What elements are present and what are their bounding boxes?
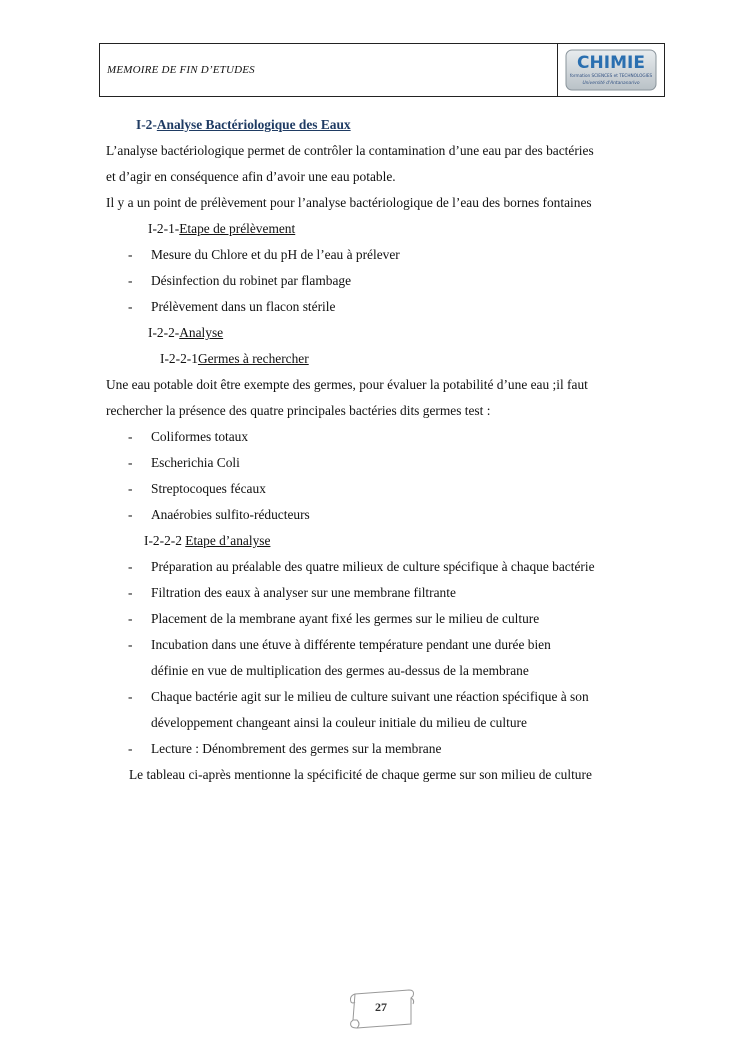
bullet-dash: - [128, 559, 133, 574]
list-item-continuation: définie en vue de multiplication des germes au-dessus de la membrane [151, 663, 529, 678]
subsection-title: Etape de prélèvement [179, 221, 296, 236]
section-number: I-2- [136, 117, 157, 132]
logo-line1: formation SCIENCES et TECHNOLOGIES [569, 73, 653, 78]
subsection-number: I-2-2- [148, 325, 180, 340]
intro-line: Il y a un point de prélèvement pour l’analyse bactériologique de l’eau des bornes fontaines [106, 195, 592, 210]
subsection-title: Analyse [179, 325, 224, 340]
bullet-dash: - [128, 299, 133, 314]
bullet-dash: - [128, 429, 133, 444]
list-item-text: Désinfection du robinet par flambage [151, 273, 352, 288]
list-item [106, 268, 666, 294]
logo-line2: Université d'Antananarivo [582, 81, 640, 86]
document-body [106, 112, 666, 788]
subsubsection-number: I-2-2-1 [160, 351, 198, 366]
list-item-text: Lecture : Dénombrement des germes sur la membrane [151, 741, 442, 756]
list-item [106, 554, 666, 580]
bullet-dash: - [128, 273, 133, 288]
bullet-dash: - [128, 507, 133, 522]
closing-line: Le tableau ci-après mentionne la spécificité de chaque germe sur son milieu de culture [129, 767, 592, 782]
page-header [99, 43, 665, 97]
paragraph-line: Une eau potable doit être exempte des germes, pour évaluer la potabilité d’une eau ;il faut [106, 377, 588, 392]
bullet-dash: - [128, 247, 133, 262]
subsection-heading [106, 216, 666, 242]
list-item [106, 294, 666, 320]
list-item-text: Mesure du Chlore et du pH de l’eau à prélever [151, 247, 400, 262]
subsubsection-number: I-2-2-2 [144, 533, 186, 548]
list-item-text: Escherichia Coli [151, 455, 240, 470]
bullet-dash: - [128, 611, 133, 626]
list-item-text: Coliformes totaux [151, 429, 249, 444]
section-title: Analyse Bactériologique des Eaux [156, 117, 351, 132]
bullet-dash: - [128, 741, 133, 756]
subsubsection-heading [106, 528, 666, 554]
page-number-scroll [345, 984, 417, 1032]
list-item [106, 684, 666, 710]
header-logo-cell [558, 44, 664, 96]
bullet-dash: - [128, 585, 133, 600]
bullet-dash: - [128, 455, 133, 470]
bullet-dash: - [128, 689, 133, 704]
list-item [106, 736, 666, 762]
list-item [106, 450, 666, 476]
list-item-text: Incubation dans une étuve à différente température pendant une durée bien [151, 637, 551, 652]
list-item [106, 502, 666, 528]
header-title: MEMOIRE DE FIN D’ETUDES [100, 44, 558, 96]
list-item [106, 580, 666, 606]
list-item-text: Filtration des eaux à analyser sur une membrane filtrante [151, 585, 456, 600]
logo-main-text: CHIMIE [577, 53, 645, 73]
paragraph-line: rechercher la présence des quatre principales bactéries dits germes test : [106, 403, 491, 418]
list-item [106, 476, 666, 502]
list-item-text: Streptocoques fécaux [151, 481, 266, 496]
list-item [106, 424, 666, 450]
list-item [106, 632, 666, 658]
subsubsection-title: Etape d’analyse [185, 533, 271, 548]
list-item [106, 242, 666, 268]
page-number: 27 [375, 1000, 387, 1014]
subsection-number: I-2-1- [148, 221, 180, 236]
bullet-dash: - [128, 637, 133, 652]
chimie-logo [564, 47, 658, 93]
list-item-text: Anaérobies sulfito-réducteurs [151, 507, 310, 522]
list-item-text: Placement de la membrane ayant fixé les germes sur le milieu de culture [151, 611, 540, 626]
list-item-text: Chaque bactérie agit sur le milieu de culture suivant une réaction spécifique à son [151, 689, 589, 704]
subsection-heading [106, 320, 666, 346]
subsubsection-heading [106, 346, 666, 372]
intro-line: L’analyse bactériologique permet de contrôler la contamination d’une eau par des bactéries [106, 143, 594, 158]
subsubsection-title: Germes à rechercher [197, 351, 309, 366]
list-item-text: Préparation au préalable des quatre milieux de culture spécifique à chaque bactérie [151, 559, 595, 574]
bullet-dash: - [128, 481, 133, 496]
list-item-text: Prélèvement dans un flacon stérile [151, 299, 336, 314]
list-item-continuation: développement changeant ainsi la couleur initiale du milieu de culture [151, 715, 527, 730]
section-heading [106, 112, 666, 138]
list-item [106, 606, 666, 632]
intro-line: et d’agir en conséquence afin d’avoir une eau potable. [106, 169, 396, 184]
